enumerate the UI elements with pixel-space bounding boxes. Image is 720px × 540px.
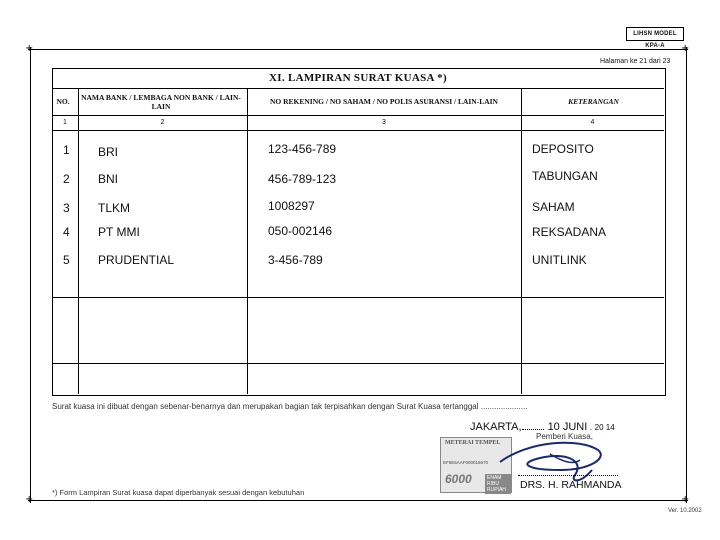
column-divider bbox=[247, 88, 248, 394]
grantor-label: Pemberi Kuasa, bbox=[536, 432, 593, 441]
column-header-bank: NAMA BANK / LEMBAGA NON BANK / LAIN-LAIN bbox=[81, 93, 241, 111]
note: UNITLINK bbox=[532, 253, 587, 267]
signing-year: 20 14 bbox=[594, 423, 615, 432]
column-header-account: NO REKENING / NO SAHAM / NO POLIS ASURANSI / LAIN-LAIN bbox=[270, 97, 498, 106]
stamp-title: METERAI TEMPEL bbox=[445, 440, 501, 446]
column-header-note: KETERANGAN bbox=[568, 97, 619, 106]
table-divider bbox=[52, 88, 664, 89]
bottom-border-line bbox=[28, 500, 688, 501]
row-number: 2 bbox=[63, 172, 70, 186]
table-divider bbox=[52, 363, 664, 364]
bank-name: PRUDENTIAL bbox=[98, 253, 175, 267]
column-divider bbox=[78, 88, 79, 394]
top-border-line bbox=[28, 49, 688, 50]
column-number: 3 bbox=[382, 119, 386, 126]
signing-date: 10 JUNI bbox=[547, 421, 588, 433]
account-number: 456-789-123 bbox=[268, 172, 337, 186]
column-number: 4 bbox=[590, 119, 595, 126]
account-number: 050-002146 bbox=[268, 224, 333, 238]
column-divider bbox=[521, 88, 522, 394]
bank-name: BRI bbox=[98, 145, 119, 159]
column-number: 2 bbox=[160, 119, 165, 126]
form-version: Ver. 10.2002 bbox=[668, 508, 702, 514]
table-divider bbox=[52, 297, 664, 298]
corner-cross-icon: + bbox=[25, 43, 34, 54]
signing-place-date: JAKARTA, 10 JUNI .. 20 14 bbox=[470, 421, 615, 433]
corner-cross-icon: + bbox=[681, 494, 690, 505]
column-header-no: NO. bbox=[56, 97, 70, 106]
signer-name: DRS. H. RAHMANDA bbox=[520, 479, 622, 491]
page-title: XI. LAMPIRAN SURAT KUASA *) bbox=[269, 72, 447, 84]
row-number: 3 bbox=[63, 201, 70, 215]
page-number: Halaman ke 21 dari 23 bbox=[600, 58, 671, 65]
signing-place: JAKARTA bbox=[470, 421, 519, 433]
note: TABUNGAN bbox=[532, 169, 598, 183]
bank-name: PT MMI bbox=[98, 225, 140, 239]
stamp-serial: EF5E5AAF000016670 bbox=[443, 460, 489, 465]
bank-name: BNI bbox=[98, 172, 119, 186]
row-number: 5 bbox=[63, 253, 70, 267]
corner-cross-icon: + bbox=[681, 43, 690, 54]
bank-name: TLKM bbox=[98, 201, 131, 215]
column-number: 1 bbox=[63, 119, 67, 126]
table-divider bbox=[52, 115, 664, 116]
note: SAHAM bbox=[532, 200, 575, 214]
note: REKSADANA bbox=[532, 225, 607, 239]
signature-icon bbox=[480, 430, 620, 486]
note: DEPOSITO bbox=[532, 142, 594, 156]
statement-text: Surat kuasa ini dibuat dengan sebenar-benarnya dan merupakan bagian tak terpisahkan dengan Surat Kuasa tertanggal ..................... bbox=[52, 402, 528, 411]
right-border-line bbox=[686, 47, 687, 503]
corner-cross-icon: + bbox=[25, 494, 34, 505]
stamp-value: 6000 bbox=[445, 472, 472, 486]
left-border-line bbox=[30, 47, 31, 503]
stamp-label: ENAM RIBU RUPIAH bbox=[485, 474, 511, 494]
row-number: 4 bbox=[63, 225, 70, 239]
footnote: *) Form Lampiran Surat kuasa dapat diperbanyak sesuai dengan kebutuhan bbox=[52, 488, 305, 497]
account-number: 123-456-789 bbox=[268, 142, 337, 156]
row-number: 1 bbox=[63, 143, 70, 157]
account-number: 1008297 bbox=[268, 199, 315, 213]
form-code-box: LIHSN MODEL KPA-A bbox=[626, 27, 684, 41]
signer-underline bbox=[518, 475, 618, 476]
account-number: 3-456-789 bbox=[268, 253, 323, 267]
table-divider bbox=[52, 130, 664, 131]
